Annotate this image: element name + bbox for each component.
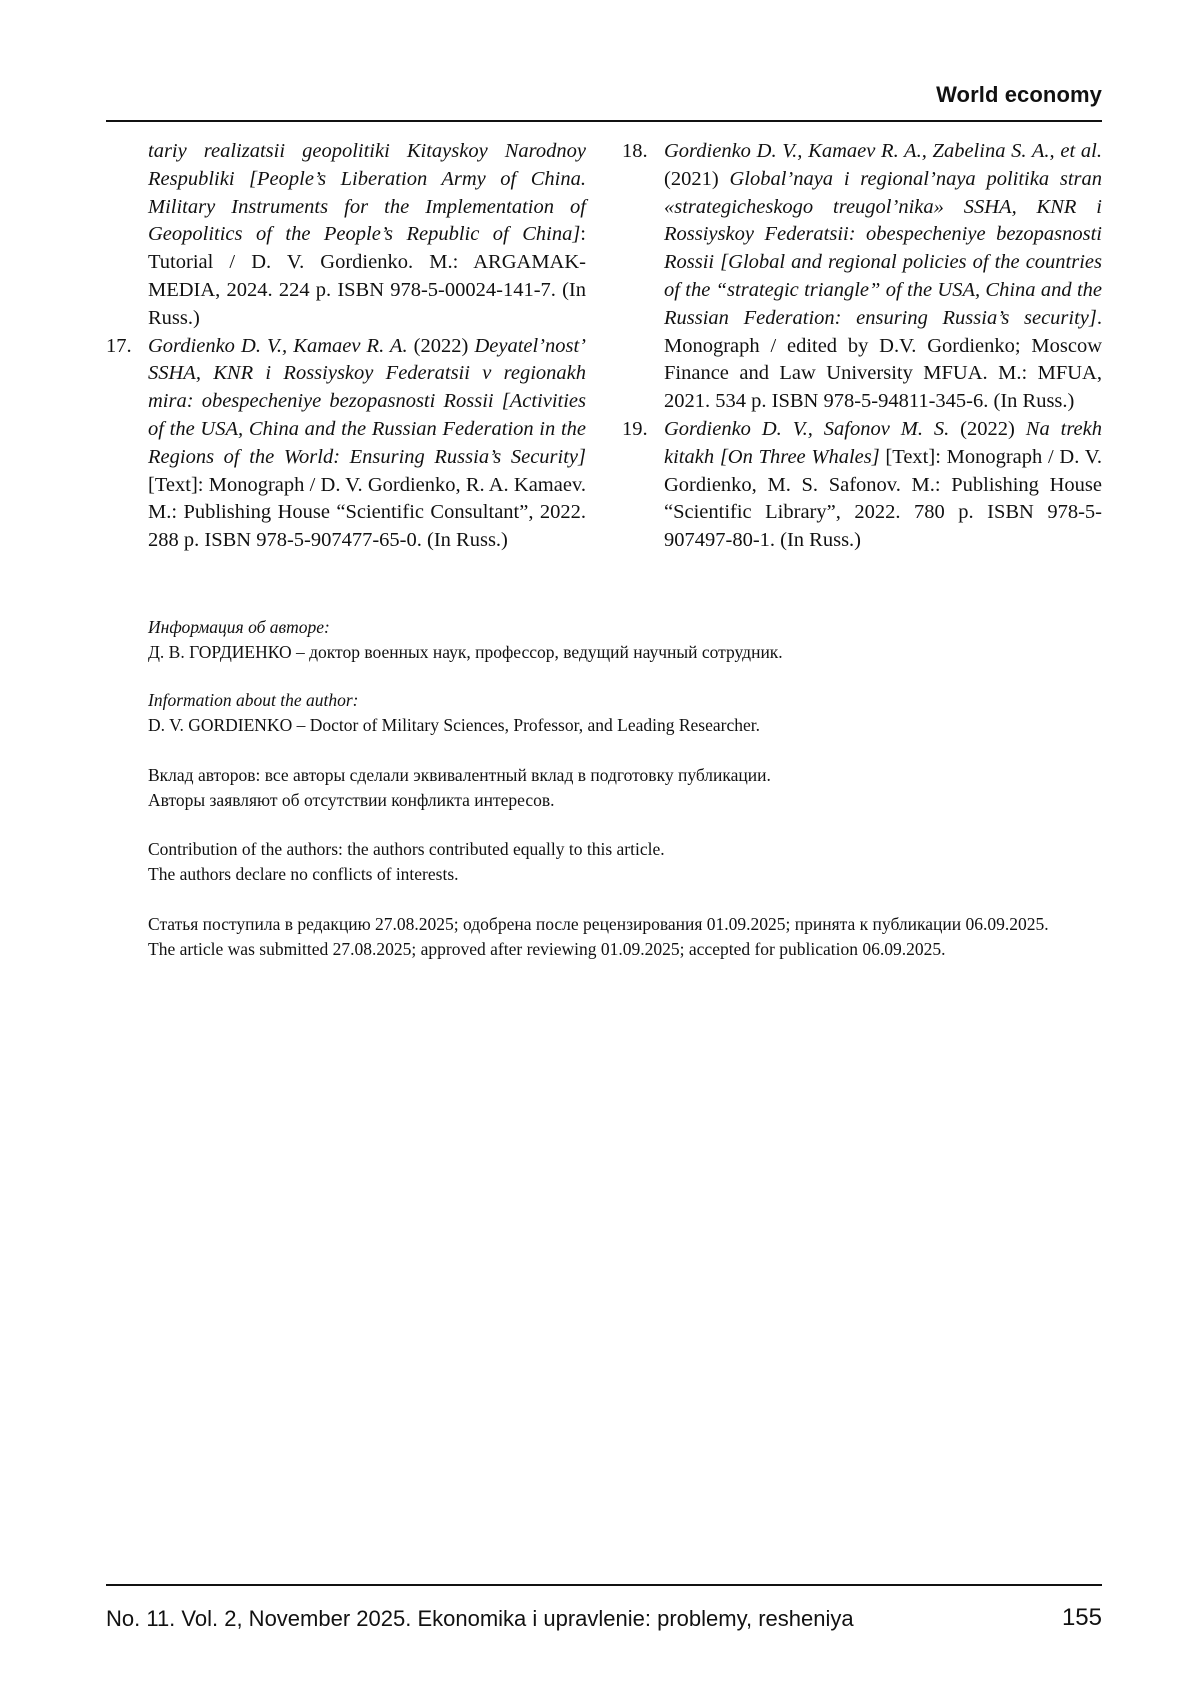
contribution-en	[148, 837, 1108, 887]
contribution-en-line2: The authors declare no conflicts of interests.	[148, 862, 1108, 887]
references-left-column	[106, 138, 586, 555]
author-info-ru-heading: Информация об авторе:	[148, 617, 330, 637]
reference-18-number: 18.	[622, 138, 660, 166]
footer-rule	[106, 1584, 1102, 1586]
reference-17-title: Deyatel’nost’ SSHA, KNR i Rossiyskoy Federatsii v regionakh mira: obespecheniye bezopasnosti Rossii [Activities of the USA, China and the Russian Federation in the Regions of the World: Ensuring Russia’s Security]	[148, 335, 586, 468]
contribution-en-line1: Contribution of the authors: the authors contributed equally to this article.	[148, 837, 1108, 862]
article-dates-ru: Статья поступила в редакцию 27.08.2025; одобрена после рецензирования 01.09.2025; принята к публикации 06.09.2025.	[148, 912, 1108, 937]
reference-19-year: (2022)	[949, 418, 1026, 440]
reference-18-details: . Monograph / edited by D.V. Gordienko; Moscow Finance and Law University MFUA. M.: MFUA, 2021. 534 p. ISBN 978-5-94811-345-6. (In Russ.)	[664, 307, 1102, 412]
contribution-ru-line2: Авторы заявляют об отсутствии конфликта интересов.	[148, 788, 1108, 813]
reference-17-details: [Text]: Monograph / D. V. Gordienko, R. A. Kamaev. M.: Publishing House “Scientific Consultant”, 2022. 288 p. ISBN 978-5-907477-65-0. (In Russ.)	[148, 474, 586, 552]
reference-19-title: Na trekh kitakh [On Three Whales]	[664, 418, 1102, 468]
reference-19-details: [Text]: Monograph / D. V. Gordienko, M. S. Safonov. M.: Publishing House “Scientific Library”, 2022. 780 p. ISBN 978-5-907497-80-1. (In Russ.)	[664, 446, 1102, 551]
reference-19-number: 19.	[622, 416, 660, 444]
reference-17-year: (2022)	[408, 335, 475, 357]
contribution-ru-line1: Вклад авторов: все авторы сделали эквивалентный вклад в подготовку публикации.	[148, 763, 1108, 788]
author-info-en	[148, 688, 1108, 738]
reference-19-authors: Gordienko D. V., Safonov M. S.	[664, 418, 949, 440]
page	[0, 0, 1200, 1698]
reference-18	[622, 138, 1102, 416]
reference-17	[106, 333, 586, 555]
author-info-ru-text: Д. В. ГОРДИЕНКО – доктор военных наук, профессор, ведущий научный сотрудник.	[148, 640, 1108, 665]
reference-17-authors: Gordienko D. V., Kamaev R. A.	[148, 335, 408, 357]
reference-19	[622, 416, 1102, 555]
reference-18-title: Global’naya i regional’naya politika stran «strategicheskogo treugol’nika» SSHA, KNR i Rossiyskoy Federatsii: obespecheniye bezopasnosti Rossii [Global and regional policies of the countries of the “strategic triangle” of the USA, China and the Russian Federation: ensuring Russia’s security]	[664, 168, 1102, 329]
reference-18-year: (2021)	[664, 168, 729, 190]
footer-journal-citation: No. 11. Vol. 2, November 2025. Ekonomika i upravlenie: problemy, resheniya	[106, 1606, 854, 1632]
author-info-en-text: D. V. GORDIENKO – Doctor of Military Sciences, Professor, and Leading Researcher.	[148, 713, 1108, 738]
references-right-column	[622, 138, 1102, 555]
reference-16-continuation	[106, 138, 586, 333]
page-number: 155	[1062, 1604, 1102, 1632]
reference-16-details: : Tutorial / D. V. Gordienko. M.: ARGAMAK-MEDIA, 2024. 224 p. ISBN 978-5-00024-141-7. (In Russ.)	[148, 223, 586, 328]
reference-17-number: 17.	[106, 333, 144, 361]
running-header-section: World economy	[936, 82, 1102, 108]
reference-16-title: tariy realizatsii geopolitiki Kitayskoy Narodnoy Respubliki [People’s Liberation Army of China. Military Instruments for the Implementation of Geopolitics of the People’s Republic of China]	[148, 140, 586, 245]
article-dates	[148, 912, 1108, 962]
reference-18-authors: Gordienko D. V., Kamaev R. A., Zabelina S. A., et al.	[664, 140, 1102, 162]
header-rule	[106, 120, 1102, 122]
article-dates-en: The article was submitted 27.08.2025; approved after reviewing 01.09.2025; accepted for publication 06.09.2025.	[148, 937, 1108, 962]
contribution-ru	[148, 763, 1108, 813]
author-info-ru	[148, 615, 1108, 665]
author-info-en-heading: Information about the author:	[148, 690, 358, 710]
